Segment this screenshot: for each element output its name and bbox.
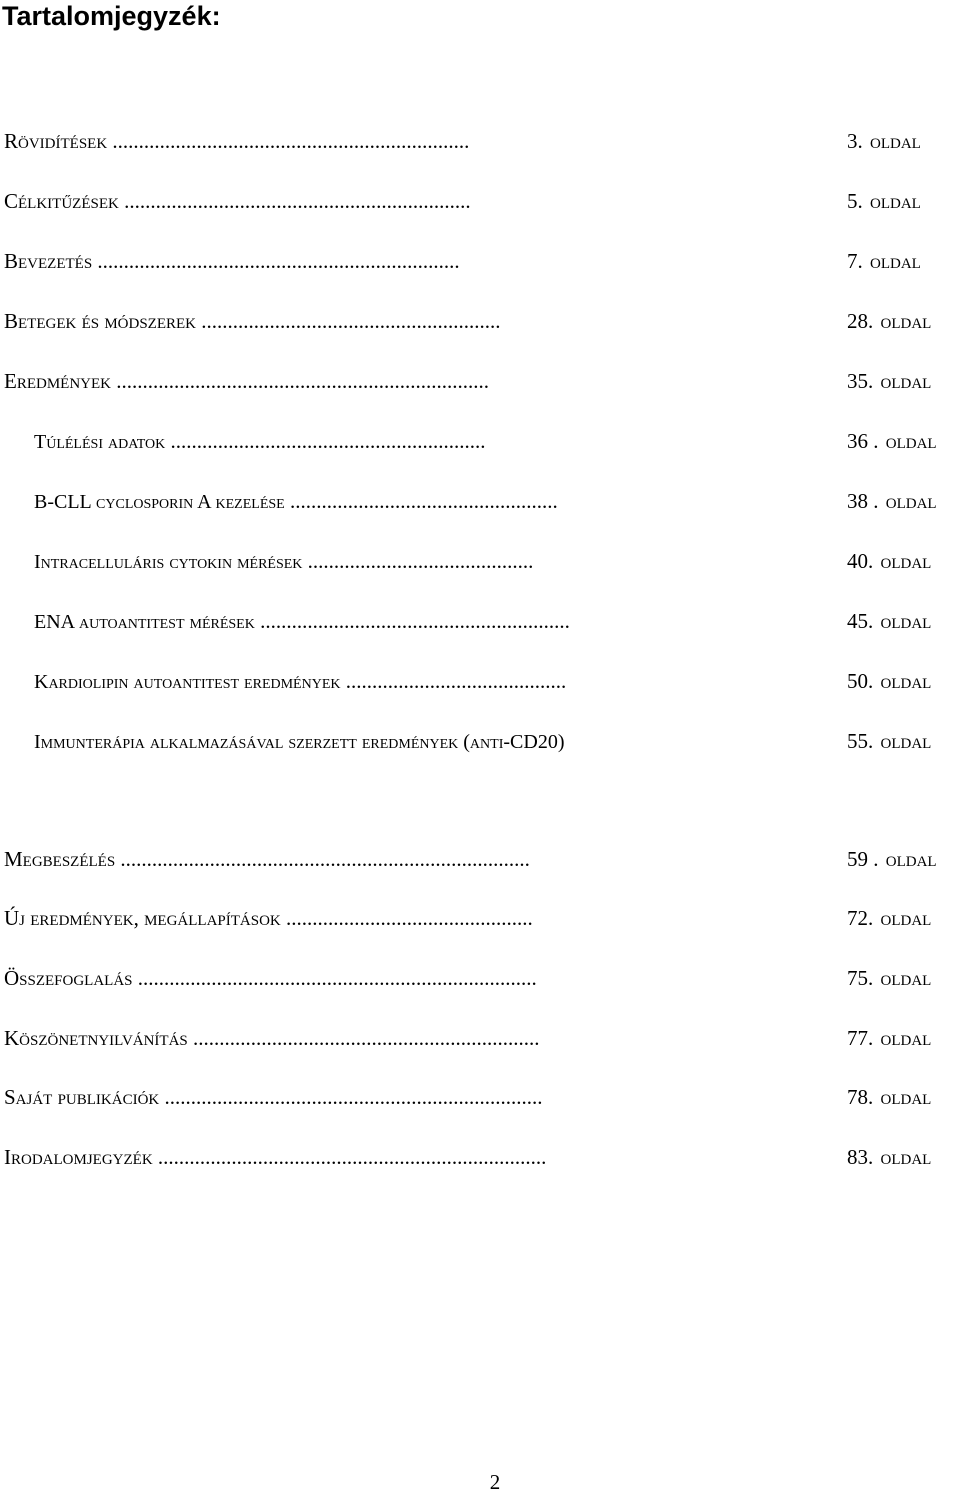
toc-leader-dots: ............................................................ <box>170 429 486 453</box>
toc-page-ref <box>847 126 921 156</box>
toc-page-number: 59 . <box>847 847 879 871</box>
toc-entry-title: Köszönetnyilvánítás <box>4 1026 188 1050</box>
toc-page-number: 28. <box>847 309 874 333</box>
toc-page-suffix: oldal <box>880 669 932 693</box>
toc-leader-dots: ................................................... <box>289 489 558 513</box>
toc-entry-text <box>4 126 800 156</box>
toc-page-number: 78. <box>847 1085 874 1109</box>
toc-page-ref <box>847 246 921 276</box>
toc-page-ref <box>847 726 931 756</box>
toc-page-ref <box>847 666 931 696</box>
toc-page-number: 35. <box>847 369 874 393</box>
toc-page-ref <box>847 1142 931 1172</box>
toc-leader-dots: ......................................................... <box>201 309 501 333</box>
toc-page-suffix: oldal <box>885 847 937 871</box>
toc-leader-dots: ..................................................................... <box>97 249 460 273</box>
toc-entry-title: Célkitűzések <box>4 189 119 213</box>
toc-entry[interactable] <box>0 844 960 874</box>
toc-entry-text <box>34 666 794 696</box>
toc-entry-title: Megbeszélés <box>4 847 116 871</box>
toc-page-suffix: oldal <box>880 1145 932 1169</box>
toc-entry-title: B-CLL cyclosporin A kezelése <box>34 491 285 513</box>
toc-entry[interactable] <box>0 426 960 456</box>
toc-leader-dots: .................................................................. <box>124 189 471 213</box>
toc-entry-text <box>4 1023 816 1053</box>
toc-leader-dots: .............................................................................. <box>120 847 530 871</box>
toc-page-number: 45. <box>847 609 874 633</box>
toc-page-suffix: oldal <box>870 129 921 153</box>
toc-entry-text <box>34 486 794 516</box>
toc-page-ref <box>847 606 931 636</box>
toc-entry[interactable] <box>0 963 960 993</box>
toc-page-ref <box>847 306 931 336</box>
toc-entry-text <box>34 606 794 636</box>
toc-entry[interactable] <box>0 546 960 576</box>
toc-entry-title: Betegek és módszerek <box>4 309 196 333</box>
toc-entry[interactable] <box>0 366 960 396</box>
toc-entry[interactable] <box>0 246 960 276</box>
toc-entry-title: Összefoglalás <box>4 966 133 990</box>
toc-entry-title: Bevezetés <box>4 249 93 273</box>
toc-entry-text <box>34 726 814 756</box>
toc-entry-title: Immunterápia alkalmazásával szerzett eredmények (anti-CD20) <box>34 731 565 753</box>
toc-page-number: 75. <box>847 966 874 990</box>
toc-entry-title: Intracelluláris cytokin mérések <box>34 551 303 573</box>
toc-entry-text <box>4 1082 816 1112</box>
toc-entry[interactable] <box>0 186 960 216</box>
toc-page-suffix: oldal <box>885 429 937 453</box>
toc-entry[interactable] <box>0 1142 960 1172</box>
toc-leader-dots: .................................................................. <box>193 1026 540 1050</box>
toc-entry-text <box>4 1142 816 1172</box>
toc-page-number: 5. <box>847 189 863 213</box>
toc-entry[interactable] <box>0 486 960 516</box>
toc-entry-text <box>4 246 794 276</box>
toc-entry-text <box>4 366 794 396</box>
toc-page-suffix: oldal <box>880 609 932 633</box>
toc-entry-title: Új eredmények, megállapítások <box>4 906 281 930</box>
toc-entry-text <box>34 426 794 456</box>
toc-entry[interactable] <box>0 606 960 636</box>
toc-entry-text <box>4 844 814 874</box>
toc-entry-title: Irodalomjegyzék <box>4 1145 153 1169</box>
page-number: 2 <box>489 1470 501 1494</box>
toc-page-number: 7. <box>847 249 863 273</box>
toc-page-ref <box>847 963 931 993</box>
toc-page-ref <box>847 1082 931 1112</box>
toc-leader-dots: .......................................... <box>345 669 567 693</box>
toc-entry-text <box>4 963 816 993</box>
toc-page-suffix: oldal <box>880 1085 932 1109</box>
toc-entry-title: Kardiolipin autoantitest eredmények <box>34 671 341 693</box>
toc-page-number: 72. <box>847 906 874 930</box>
toc-entry-title: Túlélési adatok <box>34 431 166 453</box>
toc-entry-text <box>4 903 814 933</box>
toc-page-number: 50. <box>847 669 874 693</box>
toc-leader-dots: ........................................................... <box>260 609 570 633</box>
toc-page-ref <box>847 366 931 396</box>
toc-entry[interactable] <box>0 726 960 756</box>
document-title: Tartalomjegyzék: <box>2 1 221 31</box>
toc-page-ref <box>847 1023 931 1053</box>
toc-page-ref <box>847 844 937 874</box>
toc-page-suffix: oldal <box>885 489 937 513</box>
toc-page-number: 38 . <box>847 489 879 513</box>
toc-leader-dots: .......................................................................... <box>157 1145 547 1169</box>
toc-entry[interactable] <box>0 903 960 933</box>
toc-page-number: 40. <box>847 549 874 573</box>
toc-page-number: 77. <box>847 1026 874 1050</box>
toc-entry[interactable] <box>0 126 960 156</box>
toc-page-suffix: oldal <box>880 369 932 393</box>
toc-leader-dots: ............................................... <box>286 906 533 930</box>
toc-page-ref <box>847 903 931 933</box>
toc-page-ref <box>847 486 937 516</box>
toc-leader-dots: ....................................................................... <box>116 369 489 393</box>
toc-leader-dots: .................................................................... <box>112 129 470 153</box>
toc-leader-dots: ............................................................................ <box>137 966 537 990</box>
toc-entry-text <box>4 306 794 336</box>
toc-page-ref <box>847 426 937 456</box>
toc-entry[interactable] <box>0 306 960 336</box>
toc-entry[interactable] <box>0 1082 960 1112</box>
toc-entry[interactable] <box>0 1023 960 1053</box>
toc-entry-title: Eredmények <box>4 369 111 393</box>
toc-page-ref <box>847 546 931 576</box>
toc-entry-text <box>34 546 794 576</box>
toc-leader-dots: ........................................................................ <box>164 1085 543 1109</box>
toc-page-suffix: oldal <box>880 309 932 333</box>
toc-page-suffix: oldal <box>870 189 921 213</box>
toc-page-suffix: oldal <box>880 1026 932 1050</box>
toc-page-ref <box>847 186 921 216</box>
toc-page-number: 3. <box>847 129 863 153</box>
toc-page-suffix: oldal <box>880 729 932 753</box>
toc-page-number: 55. <box>847 729 874 753</box>
toc-entry[interactable] <box>0 666 960 696</box>
toc-entry-title: Rövidítések <box>4 129 108 153</box>
toc-page-suffix: oldal <box>880 906 932 930</box>
toc-entry-title: ENA autoantitest mérések <box>34 611 255 633</box>
toc-entry-text <box>4 186 800 216</box>
toc-page-suffix: oldal <box>880 549 932 573</box>
toc-page-number: 36 . <box>847 429 879 453</box>
toc-page-number: 83. <box>847 1145 874 1169</box>
toc-entry-title: Saját publikációk <box>4 1085 160 1109</box>
toc-page-suffix: oldal <box>870 249 921 273</box>
toc-page-suffix: oldal <box>880 966 932 990</box>
toc-leader-dots: ........................................... <box>307 549 534 573</box>
